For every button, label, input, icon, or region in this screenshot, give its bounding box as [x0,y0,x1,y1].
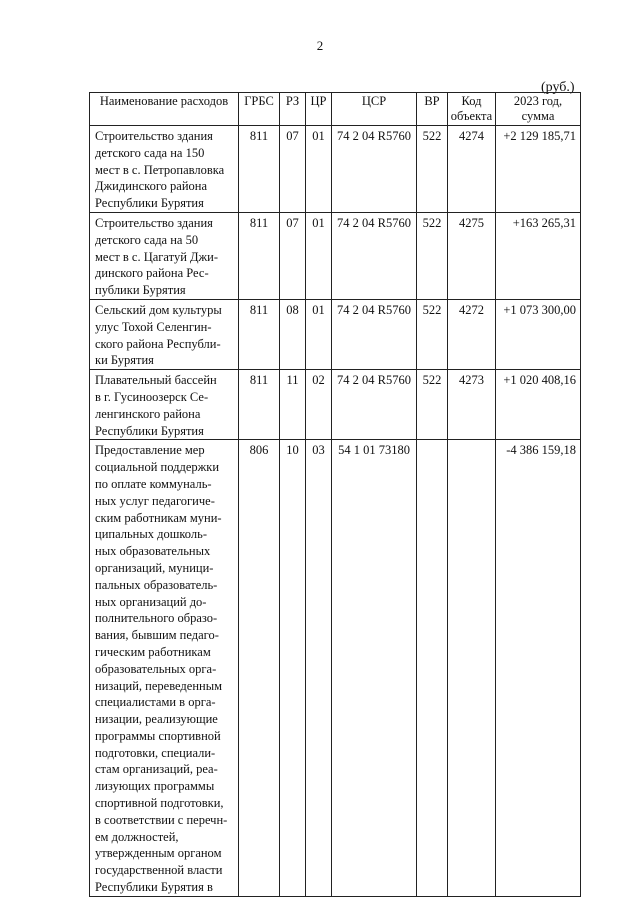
header-vr: ВР [417,93,448,126]
row-name-text: Строительство здания детского сада на 150 мест в с. Петропавловка Джидинского района Республики Бурятия [95,129,225,211]
row-pr: 01 [306,212,332,299]
header-object-code: Код объекта [448,93,496,126]
row-vr: 522 [417,299,448,369]
row-name-text: Предоставление мер социальной поддержки по оплате коммуналь- ных услуг педагогиче- ским работникам муни- ципальных дошколь- ных образовательных организаций, муници- пальных образователь- ных организаций до- полнительного образо- вания, бывшим педаго- гическим работникам образовательных орга- низаций, переведенным специалистами в орга- низации, реализующие программы спортивной подготовки, специали- стам организаций, реа- лизующих программы спортивной подготовки, в соответствии с перечн- ем должностей, утвержденным органом государственной власти Республики Бурятия в [95,443,228,895]
row-sum: -4 386 159,18 [496,440,581,897]
expenses-table [89,92,581,897]
row-sum: +2 129 185,71 [496,126,581,213]
row-vr: 522 [417,370,448,440]
row-grbs: 811 [239,370,280,440]
table-row [90,370,581,440]
row-grbs: 811 [239,299,280,369]
row-grbs: 806 [239,440,280,897]
row-rz: 07 [280,126,306,213]
row-rz: 11 [280,370,306,440]
row-pr: 03 [306,440,332,897]
header-rz: РЗ [280,93,306,126]
row-rz: 07 [280,212,306,299]
row-vr [417,440,448,897]
row-csr: 74 2 04 R5760 [332,299,417,369]
table-row [90,440,581,897]
header-csr: ЦСР [332,93,417,126]
row-csr: 74 2 04 R5760 [332,212,417,299]
row-name-text: Сельский дом культуры улус Тохой Селенгин- ского района Республи- ки Бурятия [95,302,222,368]
row-pr: 01 [306,126,332,213]
row-object-code [448,440,496,897]
row-sum: +1 073 300,00 [496,299,581,369]
row-object-code: 4274 [448,126,496,213]
header-grbs: ГРБС [239,93,280,126]
unit-label: (руб.) [541,80,575,95]
table-row [90,299,581,369]
row-sum: +163 265,31 [496,212,581,299]
table-header-row [90,93,581,126]
row-name-text: Плавательный бассейн в г. Гусиноозерск Се- ленгинского района Республики Бурятия [95,373,217,438]
row-sum: +1 020 408,16 [496,370,581,440]
row-name [90,299,239,369]
row-csr: 74 2 04 R5760 [332,370,417,440]
table-row [90,126,581,213]
row-name [90,370,239,440]
row-csr: 54 1 01 73180 [332,440,417,897]
row-name [90,212,239,299]
row-object-code: 4273 [448,370,496,440]
row-rz: 08 [280,299,306,369]
row-csr: 74 2 04 R5760 [332,126,417,213]
row-name [90,440,239,897]
row-vr: 522 [417,126,448,213]
row-object-code: 4275 [448,212,496,299]
row-object-code: 4272 [448,299,496,369]
row-name-text: Строительство здания детского сада на 50 мест в с. Цагатуй Джи- динского района Рес- публики Бурятия [95,215,219,298]
header-name: Наименование расходов [90,93,239,126]
row-rz: 10 [280,440,306,897]
page-number: 2 [316,38,324,53]
row-name [90,126,239,213]
header-pr: ЦР [306,93,332,126]
header-sum-2023: 2023 год, сумма [496,93,581,126]
table-row [90,212,581,299]
row-grbs: 811 [239,126,280,213]
row-pr: 01 [306,299,332,369]
row-vr: 522 [417,212,448,299]
row-pr: 02 [306,370,332,440]
row-grbs: 811 [239,212,280,299]
